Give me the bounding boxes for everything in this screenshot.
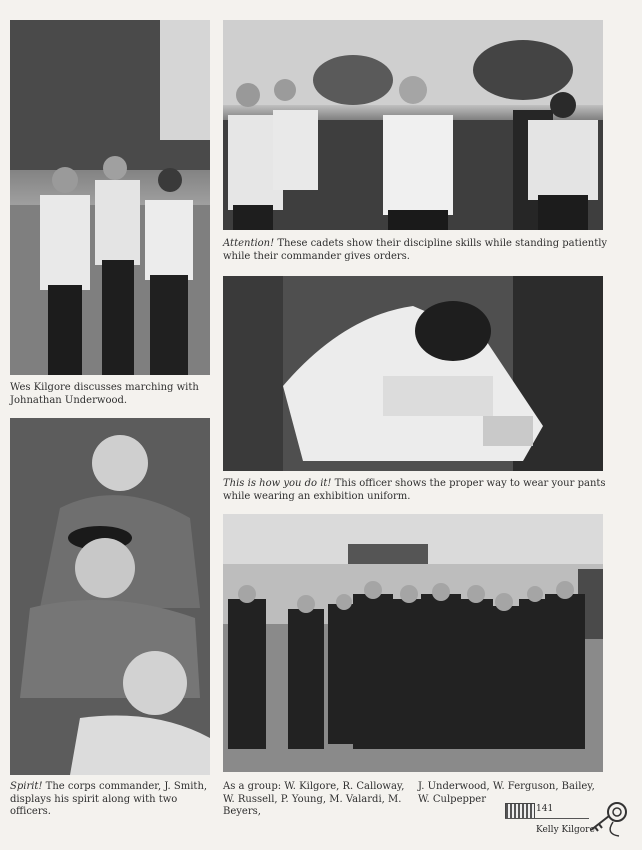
caption-group-text-2: J. Underwood, W. Ferguson, Bailey, W. Culpepper (418, 781, 595, 805)
page-number: 141 (536, 804, 554, 814)
caption-spirit (10, 781, 220, 819)
caption-pants (223, 478, 608, 503)
key-icon (585, 800, 633, 840)
photo-spirit-officers (10, 418, 210, 775)
photo-attention-cadets (223, 20, 603, 230)
caption-attention-text: These cadets show their discipline skills while standing patiently while their commander gives orders. (223, 238, 608, 262)
caption-spirit-text: The corps commander, J. Smith, displays his spirit along with two officers. (10, 781, 208, 817)
caption-group-col1 (223, 781, 413, 819)
caption-pants-text: This officer shows the proper way to wear your pants while wearing an exhibition uniform. (223, 478, 606, 502)
footer-divider (505, 818, 589, 819)
photo-marching-discussion (10, 20, 210, 375)
photo-pants-demonstration (223, 276, 603, 471)
caption-attention-lead: Attention! (223, 238, 275, 249)
caption-group-text-1: As a group: W. Kilgore, R. Calloway, W. Russell, P. Young, M. Valardi, M. Beyers, (223, 781, 405, 817)
page-author: Kelly Kilgore (536, 825, 595, 835)
caption-marching (10, 382, 215, 407)
photo-group-portrait (223, 514, 603, 772)
caption-attention (223, 238, 608, 263)
yearbook-logo (505, 803, 535, 819)
caption-marching-text: Wes Kilgore discusses marching with Johnathan Underwood. (10, 382, 199, 406)
caption-spirit-lead: Spirit! (10, 781, 43, 792)
caption-pants-lead: This is how you do it! (223, 478, 332, 489)
